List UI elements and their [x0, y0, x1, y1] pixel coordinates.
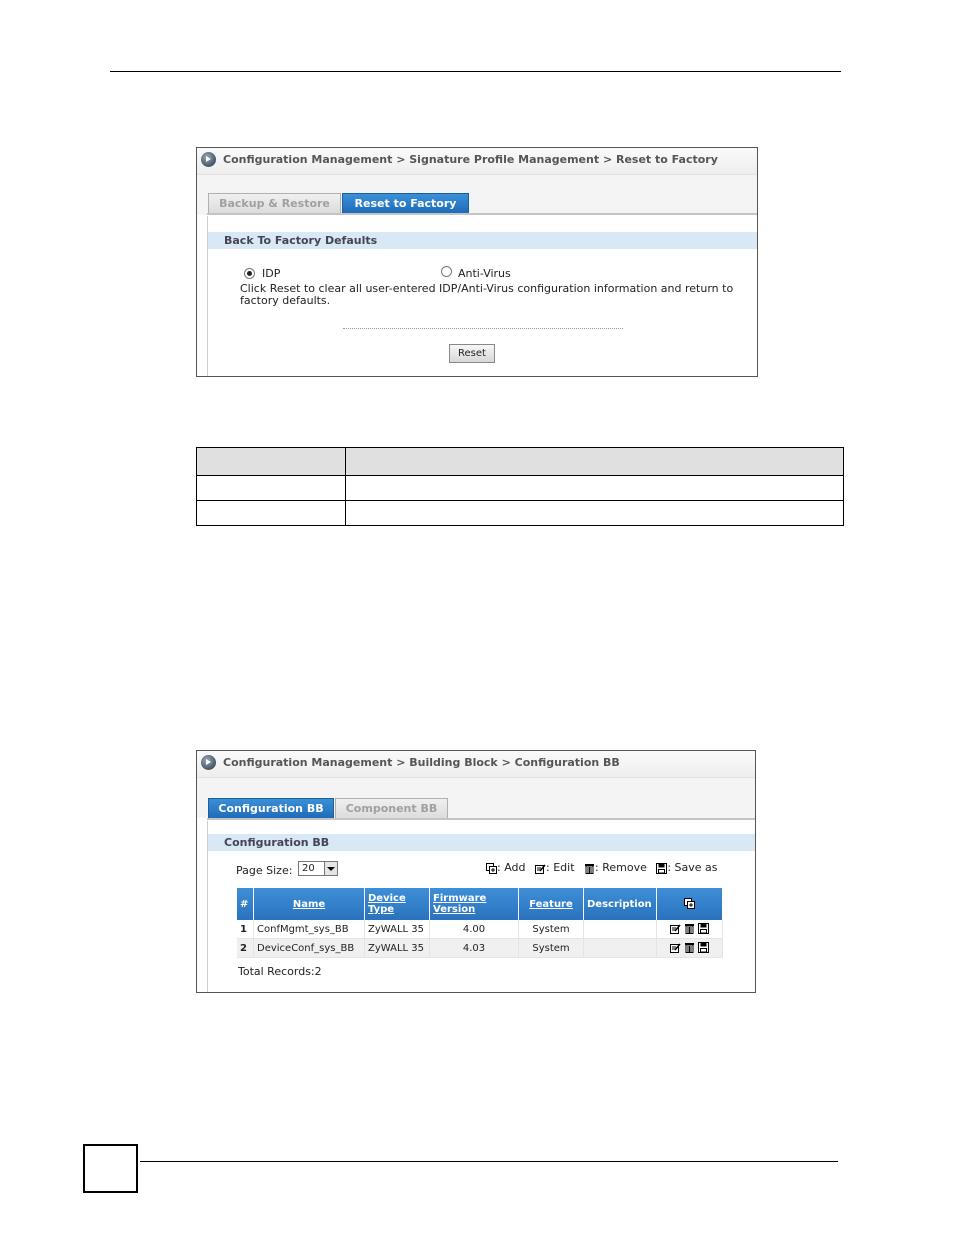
tab-reset-to-factory[interactable]: Reset to Factory	[342, 193, 469, 213]
section-title: Back To Factory Defaults	[224, 234, 378, 247]
breadcrumb: Configuration Management > Building Block > Configuration BB	[223, 756, 620, 769]
table-row	[197, 476, 844, 501]
edit-legend-label: : Edit	[546, 861, 575, 874]
row-device-type: ZyWALL 35	[365, 939, 430, 958]
table-row	[197, 501, 844, 526]
page-size-label: Page Size:	[236, 864, 293, 877]
reset-button[interactable]: Reset	[449, 344, 495, 363]
row-actions	[657, 920, 723, 939]
row-feature: System	[519, 920, 584, 939]
edit-icon[interactable]	[670, 942, 681, 953]
row-device-type: ZyWALL 35	[365, 920, 430, 939]
column-header-firmware-version[interactable]	[430, 888, 519, 920]
sort-firmware-version-link[interactable]: Firmware Version	[433, 893, 487, 915]
reset-to-factory-screenshot	[196, 147, 758, 377]
sort-name-link[interactable]: Name	[292, 898, 326, 910]
sort-device-type-link[interactable]: Device Type	[368, 893, 406, 915]
column-header-feature[interactable]	[519, 888, 584, 920]
page-number-box	[83, 1144, 138, 1193]
anti-virus-radio[interactable]	[441, 266, 452, 277]
anti-virus-radio-label: Anti-Virus	[458, 267, 511, 280]
table-cell	[346, 501, 844, 526]
row-name: DeviceConf_sys_BB	[254, 939, 365, 958]
navigation-arrow-icon	[201, 755, 216, 770]
section-header	[208, 834, 755, 851]
column-header-device-type[interactable]	[365, 888, 430, 920]
section-header	[208, 232, 757, 249]
chevron-down-icon	[324, 862, 337, 875]
total-records: Total Records:2	[238, 965, 322, 978]
tab-component-bb[interactable]: Component BB	[335, 798, 448, 818]
row-feature: System	[519, 939, 584, 958]
add-legend-label: : Add	[497, 861, 526, 874]
trash-icon[interactable]	[684, 923, 695, 934]
table-cell	[346, 476, 844, 501]
remove-legend-label: : Remove	[595, 861, 647, 874]
row-firmware: 4.00	[430, 920, 519, 939]
table-header-row	[237, 888, 723, 920]
idp-radio[interactable]	[244, 268, 255, 279]
breadcrumb-bar	[197, 148, 757, 175]
row-number: 2	[237, 939, 254, 958]
save-icon[interactable]	[698, 942, 709, 953]
column-header-add[interactable]	[657, 888, 723, 920]
add-icon[interactable]	[684, 898, 695, 909]
edit-icon	[535, 863, 546, 874]
footer-rule	[140, 1161, 838, 1162]
column-header-number: #	[237, 888, 254, 920]
description-table	[196, 447, 844, 526]
action-legend	[486, 861, 718, 874]
edit-icon[interactable]	[670, 923, 681, 934]
page-size-value: 20	[302, 863, 315, 874]
table-cell	[197, 501, 346, 526]
table-row	[237, 920, 723, 939]
row-description	[584, 920, 657, 939]
header-rule	[110, 71, 841, 72]
sort-feature-link[interactable]: Feature	[529, 898, 573, 910]
table-header-row	[197, 448, 844, 476]
tab-strip	[197, 778, 755, 818]
table-header-cell	[346, 448, 844, 476]
breadcrumb-bar	[197, 751, 755, 778]
section-title: Configuration BB	[224, 836, 330, 849]
reset-description: Click Reset to clear all user-entered IDP/Anti-Virus configuration information and return to factory defaults.	[240, 282, 734, 307]
column-header-name[interactable]	[254, 888, 365, 920]
row-number: 1	[237, 920, 254, 939]
column-header-description: Description	[584, 888, 657, 920]
tab-strip	[197, 175, 757, 215]
breadcrumb: Configuration Management > Signature Profile Management > Reset to Factory	[223, 153, 718, 166]
idp-radio-label: IDP	[262, 267, 281, 280]
tab-backup-restore[interactable]: Backup & Restore	[208, 193, 341, 213]
tab-configuration-bb[interactable]: Configuration BB	[208, 798, 334, 818]
table-header-cell	[197, 448, 346, 476]
trash-icon[interactable]	[684, 942, 695, 953]
row-name: ConfMgmt_sys_BB	[254, 920, 365, 939]
content-panel	[207, 821, 755, 992]
save-icon[interactable]	[698, 923, 709, 934]
page-size-select[interactable]	[298, 861, 338, 876]
table-row	[237, 939, 723, 958]
row-firmware: 4.03	[430, 939, 519, 958]
add-icon	[486, 863, 497, 874]
configuration-bb-screenshot	[196, 750, 756, 993]
table-cell	[197, 476, 346, 501]
row-actions	[657, 939, 723, 958]
dotted-divider	[343, 328, 623, 329]
row-description	[584, 939, 657, 958]
content-panel	[207, 216, 757, 376]
save-icon	[656, 863, 667, 874]
building-block-table	[237, 888, 723, 958]
trash-icon	[584, 863, 595, 874]
navigation-arrow-icon	[201, 152, 216, 167]
save-as-legend-label: : Save as	[667, 861, 718, 874]
